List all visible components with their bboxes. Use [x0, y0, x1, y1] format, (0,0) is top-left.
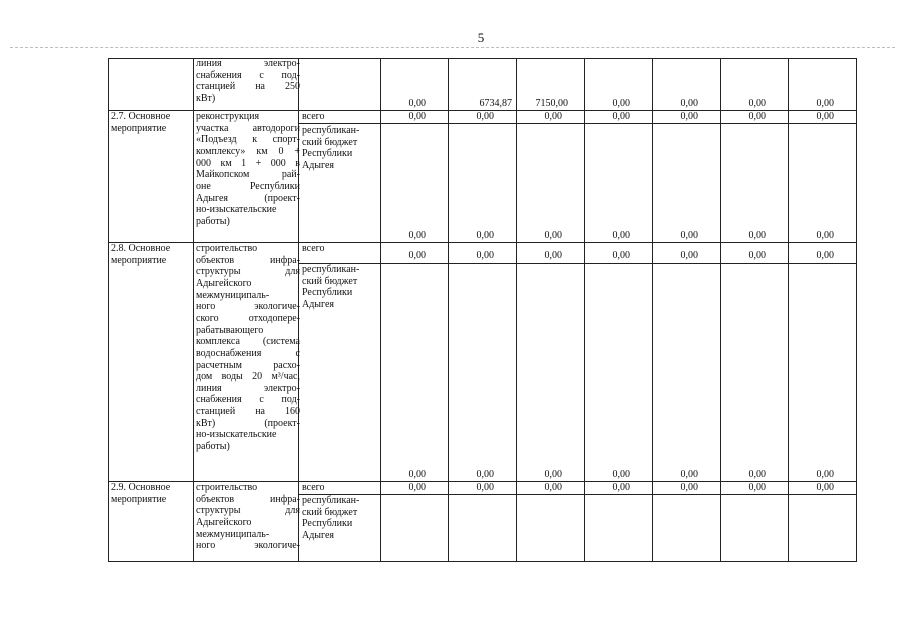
value-cell: 0,00 [612, 482, 630, 493]
table-cell: объектов инфра- [196, 493, 300, 505]
source-total: всего [302, 243, 325, 254]
value-cell: 6734,87 [479, 98, 512, 109]
row-label: 2.7. Основное [111, 111, 171, 122]
table-cell: работы) [196, 215, 230, 227]
table-cell: станцией на 160 [196, 406, 300, 418]
page-number: 5 [477, 30, 485, 45]
value-cell: 0,00 [476, 230, 494, 241]
table-cell: работы) [196, 441, 230, 453]
source-budget: Республики [302, 518, 353, 530]
table-cell: рабатывающего [196, 324, 264, 336]
table-border-left [108, 58, 109, 562]
source-budget: Адыгея [302, 529, 335, 541]
value-cell: 0,00 [408, 230, 426, 241]
value-cell: 0,00 [544, 250, 562, 261]
subrow-divider [298, 494, 856, 495]
table-border-right [856, 58, 857, 562]
value-cell: 0,00 [612, 250, 630, 261]
value-cell: 0,00 [748, 469, 766, 480]
column-divider [720, 58, 721, 562]
value-cell: 0,00 [408, 250, 426, 261]
value-cell: 0,00 [476, 482, 494, 493]
source-total: всего [302, 111, 325, 122]
source-budget: республикан- [302, 264, 360, 275]
table-cell: межмуниципаль- [196, 528, 270, 540]
table-cell: но-изыскательские [196, 429, 277, 441]
value-cell: 0,00 [816, 230, 834, 241]
table-cell: расчетным расхо- [196, 359, 300, 371]
value-cell: 0,00 [816, 111, 834, 122]
table-cell: дом воды 20 м³/час, [196, 371, 300, 383]
value-cell: 0,00 [816, 98, 834, 109]
value-cell: 0,00 [544, 111, 562, 122]
table-border-bottom [108, 561, 856, 562]
table-cell: линия электро- [196, 382, 300, 394]
subrow-divider [298, 263, 856, 264]
source-budget: Адыгея [302, 159, 335, 171]
value-cell: 0,00 [816, 250, 834, 261]
value-cell: 0,00 [408, 111, 426, 122]
table-cell: кВт) (проект- [196, 417, 300, 429]
table-cell: строительство [196, 243, 258, 254]
value-cell: 0,00 [612, 230, 630, 241]
column-divider [516, 58, 517, 562]
value-cell: 0,00 [476, 469, 494, 480]
table-cell: Адыгейского [196, 277, 252, 289]
value-cell: 0,00 [544, 230, 562, 241]
value-cell: 0,00 [408, 469, 426, 480]
table-cell: ного экологиче- [196, 301, 300, 313]
value-cell: 0,00 [476, 111, 494, 122]
table-cell: ного экологиче- [196, 540, 300, 552]
column-divider [584, 58, 585, 562]
table-cell: объектов инфра- [196, 254, 300, 266]
table-cell: оне Республики [196, 180, 300, 192]
table-cell: водоснабжения с [196, 347, 300, 359]
table-cell: кВт) [196, 92, 216, 104]
value-cell: 0,00 [680, 230, 698, 241]
table-cell: комплекса (система [196, 336, 300, 348]
subrow-divider [298, 123, 856, 124]
table-cell: межмуниципаль- [196, 289, 270, 301]
table-cell: 000 км 1 + 000 в [196, 157, 300, 169]
column-divider [788, 58, 789, 562]
source-budget: Адыгея [302, 298, 335, 310]
value-cell: 0,00 [680, 482, 698, 493]
value-cell: 0,00 [612, 469, 630, 480]
row-label: мероприятие [111, 122, 167, 134]
table-cell: ского отходопере- [196, 312, 300, 324]
row-label: мероприятие [111, 254, 167, 266]
table-cell: строительство [196, 482, 258, 493]
value-cell: 0,00 [680, 469, 698, 480]
table-cell: «Подъезд к спорт- [196, 134, 300, 146]
source-budget: республикан- [302, 495, 360, 506]
value-cell: 0,00 [680, 250, 698, 261]
value-cell: 0,00 [748, 482, 766, 493]
column-divider [380, 58, 381, 562]
value-cell: 0,00 [408, 98, 426, 109]
row-label: 2.8. Основное [111, 243, 171, 254]
source-budget: ский бюджет [302, 275, 358, 287]
table-cell: снабжения с под- [196, 69, 300, 81]
table-cell: снабжения с под- [196, 394, 300, 406]
table-cell: станцией на 250 [196, 81, 300, 93]
value-cell: 0,00 [612, 111, 630, 122]
value-cell: 0,00 [748, 111, 766, 122]
value-cell: 0,00 [544, 482, 562, 493]
source-budget: республикан- [302, 125, 360, 136]
row-label: мероприятие [111, 493, 167, 505]
value-cell: 0,00 [748, 98, 766, 109]
table-cell: структуры для [196, 266, 300, 278]
table-cell: комплексу» км 0 + [196, 145, 300, 157]
column-divider [652, 58, 653, 562]
table-cell: Адыгея (проект- [196, 192, 300, 204]
value-cell: 0,00 [680, 111, 698, 122]
column-divider [193, 58, 194, 562]
budget-table [108, 58, 856, 562]
source-budget: Республики [302, 287, 353, 299]
table-cell: линия электро- [196, 58, 300, 69]
value-cell: 0,00 [680, 98, 698, 109]
table-cell: Майкопском рай- [196, 169, 300, 181]
source-total: всего [302, 482, 325, 493]
table-cell: но-изыскательские [196, 204, 277, 216]
value-cell: 0,00 [816, 469, 834, 480]
table-cell: реконструкция [196, 111, 260, 122]
source-budget: Республики [302, 148, 353, 160]
scan-artifact-rule [10, 47, 895, 48]
value-cell: 0,00 [748, 230, 766, 241]
value-cell: 0,00 [476, 250, 494, 261]
source-budget: ский бюджет [302, 506, 358, 518]
value-cell: 0,00 [612, 98, 630, 109]
table-cell: структуры для [196, 505, 300, 517]
table-cell: Адыгейского [196, 516, 252, 528]
value-cell: 0,00 [544, 469, 562, 480]
value-cell: 0,00 [816, 482, 834, 493]
table-cell: участка автодороги [196, 122, 300, 134]
value-cell: 0,00 [408, 482, 426, 493]
source-budget: ский бюджет [302, 136, 358, 148]
value-cell: 0,00 [748, 250, 766, 261]
column-divider [448, 58, 449, 562]
value-cell: 7150,00 [535, 98, 568, 109]
row-label: 2.9. Основное [111, 482, 171, 493]
